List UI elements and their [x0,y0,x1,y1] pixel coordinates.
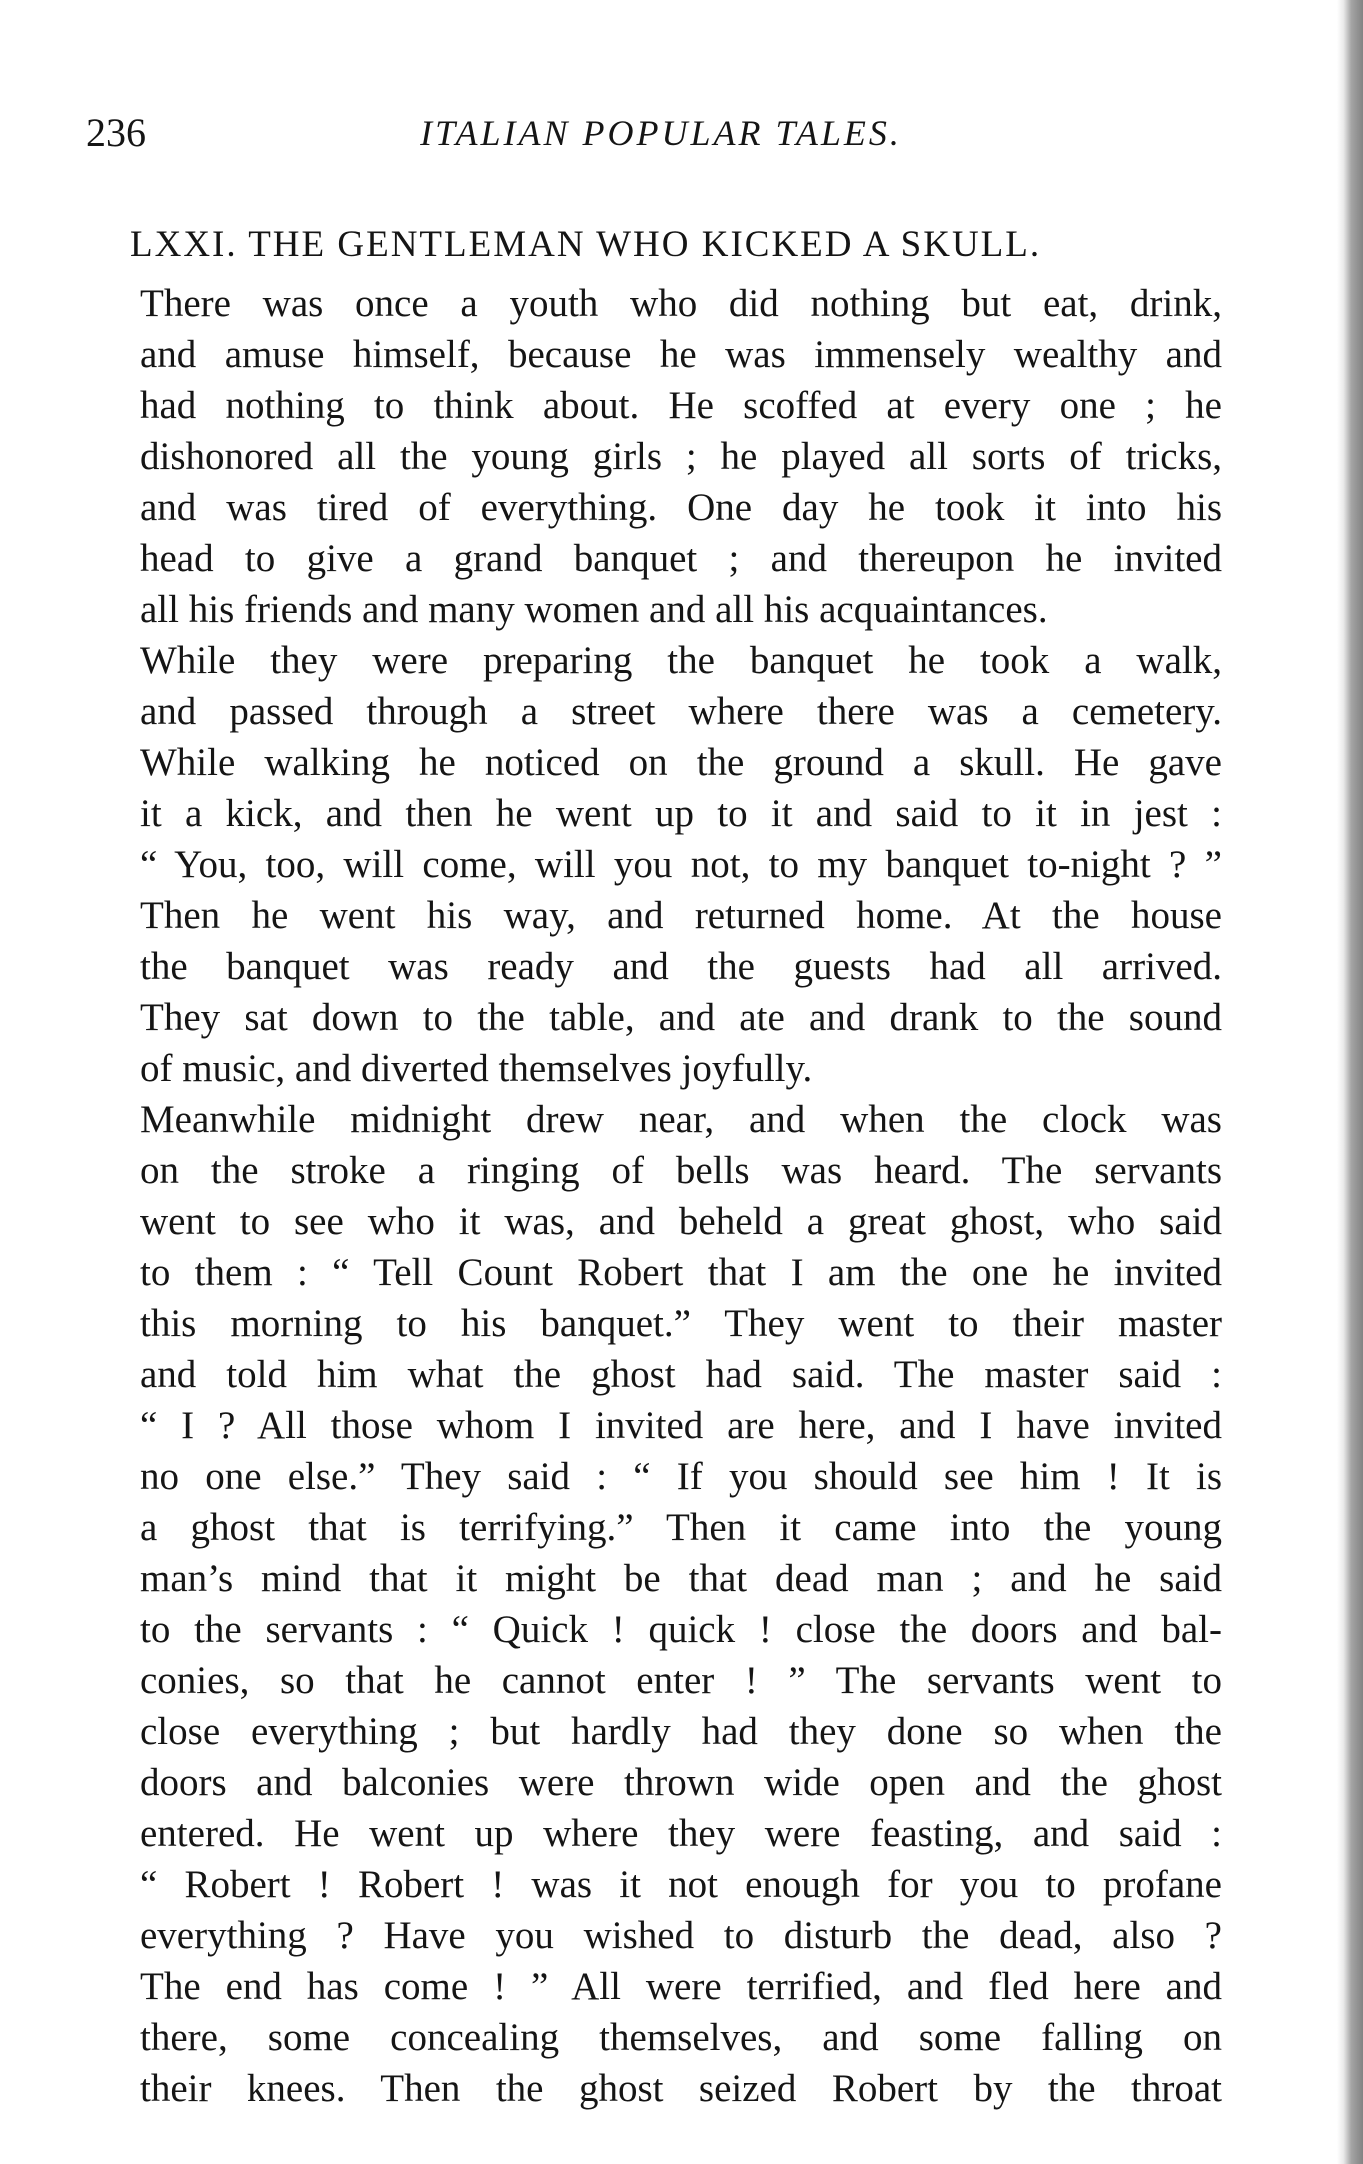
text-line: to them : “ Tell Count Robert that I am the one he invited [140,1251,1222,1294]
text-line: and passed through a street where there was a cemetery. [140,690,1222,733]
text-line: head to give a grand banquet ; and thereupon he invited [140,537,1222,580]
text-line: While they were preparing the banquet he took a walk, [140,639,1222,682]
text-line: on the stroke a ringing of bells was heard. The servants [140,1149,1222,1192]
text-line: and was tired of everything. One day he took it into his [140,486,1222,529]
paragraph [92,1094,1222,2114]
text-line: a ghost that is terrifying.” Then it came into the young [140,1506,1222,1549]
page-header [86,108,1236,158]
text-line: doors and balconies were thrown wide open and the ghost [140,1761,1222,1804]
text-line: had nothing to think about. He scoffed at every one ; he [140,384,1222,427]
text-line: Meanwhile midnight drew near, and when the clock was [140,1098,1222,1141]
text-line: to the servants : “ Quick ! quick ! close the doors and bal- [140,1608,1222,1651]
page-number: 236 [86,110,146,155]
running-head: ITALIAN POPULAR TALES. [420,113,902,153]
text-line: there, some concealing themselves, and some falling on [140,2016,1222,2059]
text-line: all his friends and many women and all his acquaintances. [140,588,1048,631]
text-line: and told him what the ghost had said. The master said : [140,1353,1222,1396]
text-line: no one else.” They said : “ If you should see him ! It is [140,1455,1222,1498]
text-line: their knees. Then the ghost seized Robert by the throat [140,2067,1222,2110]
text-line: went to see who it was, and beheld a great ghost, who said [140,1200,1222,1243]
text-line: and amuse himself, because he was immensely wealthy and [140,333,1222,376]
chapter-title: LXXI. THE GENTLEMAN WHO KICKED A SKULL. [130,224,1042,265]
body-text [92,278,1222,2114]
paragraph [92,278,1222,635]
paragraph [92,635,1222,1094]
text-line: There was once a youth who did nothing but eat, drink, [140,282,1222,325]
text-line: everything ? Have you wished to disturb the dead, also ? [140,1914,1222,1957]
page-spine-shadow [1337,0,1363,2164]
text-line: conies, so that he cannot enter ! ” The servants went to [140,1659,1222,1702]
text-line: “ Robert ! Robert ! was it not enough for you to profane [140,1863,1222,1906]
text-line: “ You, too, will come, will you not, to my banquet to-night ? ” [140,843,1222,886]
text-line: “ I ? All those whom I invited are here, and I have invited [140,1404,1222,1447]
text-line: dishonored all the young girls ; he played all sorts of tricks, [140,435,1222,478]
text-line: it a kick, and then he went up to it and said to it in jest : [140,792,1222,835]
text-line: of music, and diverted themselves joyfully. [140,1047,813,1090]
text-line: this morning to his banquet.” They went to their master [140,1302,1222,1345]
text-line: They sat down to the table, and ate and drank to the sound [140,996,1222,1039]
text-line: entered. He went up where they were feasting, and said : [140,1812,1222,1855]
text-line: Then he went his way, and returned home. At the house [140,894,1222,937]
text-line: the banquet was ready and the guests had all arrived. [140,945,1222,988]
text-line: The end has come ! ” All were terrified, and fled here and [140,1965,1222,2008]
text-line: man’s mind that it might be that dead man ; and he said [140,1557,1222,1600]
text-line: close everything ; but hardly had they done so when the [140,1710,1222,1753]
text-line: While walking he noticed on the ground a skull. He gave [140,741,1222,784]
